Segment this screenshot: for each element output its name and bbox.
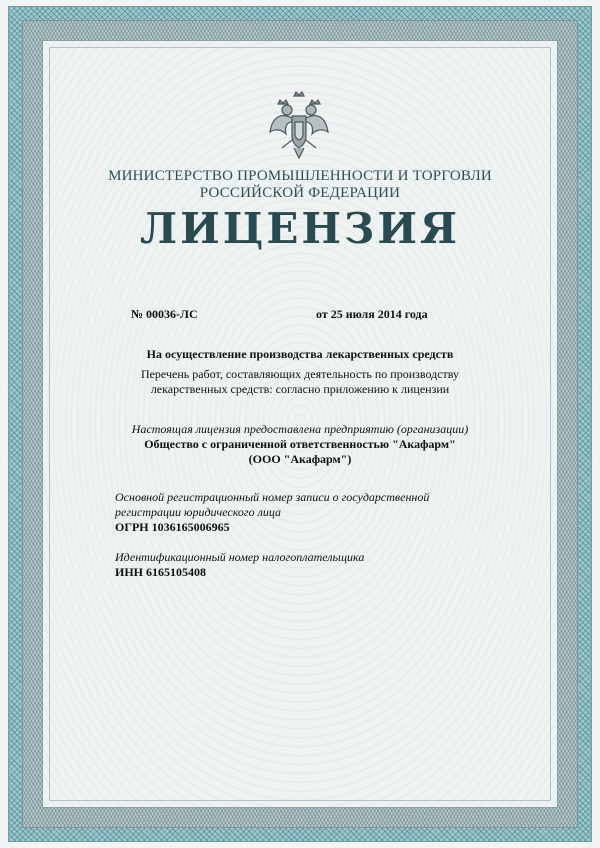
coat-of-arms-eagle-icon [268, 88, 330, 160]
inn-value: ИНН 6165105408 [115, 565, 207, 579]
ogrn-label-line-1: Основной регистрационный номер записи о государственной [115, 490, 430, 504]
license-activity: На осуществление производства лекарственных средств [146, 347, 454, 361]
holder-intro: Настоящая лицензия предоставлена предприятию (организации) [131, 422, 469, 436]
holder-name-full: Общество с ограниченной ответственностью "Акафарм" [144, 437, 456, 451]
document-title: ЛИЦЕНЗИЯ [139, 204, 461, 253]
works-list-line-2: лекарственных средств: согласно приложению к лицензии [150, 382, 450, 396]
license-number: № 00036-ЛС [131, 307, 198, 321]
ministry-line-2: РОССИЙСКОЙ ФЕДЕРАЦИИ [199, 185, 401, 201]
ogrn-label-line-2: регистрации юридического лица [115, 505, 281, 519]
ogrn-value: ОГРН 1036165006965 [115, 520, 230, 534]
inn-label: Идентификационный номер налогоплательщика [115, 550, 365, 564]
ministry-line-1: МИНИСТЕРСТВО ПРОМЫШЛЕННОСТИ И ТОРГОВЛИ [108, 168, 492, 184]
license-date: от 25 июля 2014 года [316, 307, 428, 321]
ministry-name [60, 168, 540, 202]
works-list-line-1: Перечень работ, составляющих деятельность по производству [140, 367, 460, 381]
holder-name-short: (ООО "Акафарм") [248, 452, 352, 466]
